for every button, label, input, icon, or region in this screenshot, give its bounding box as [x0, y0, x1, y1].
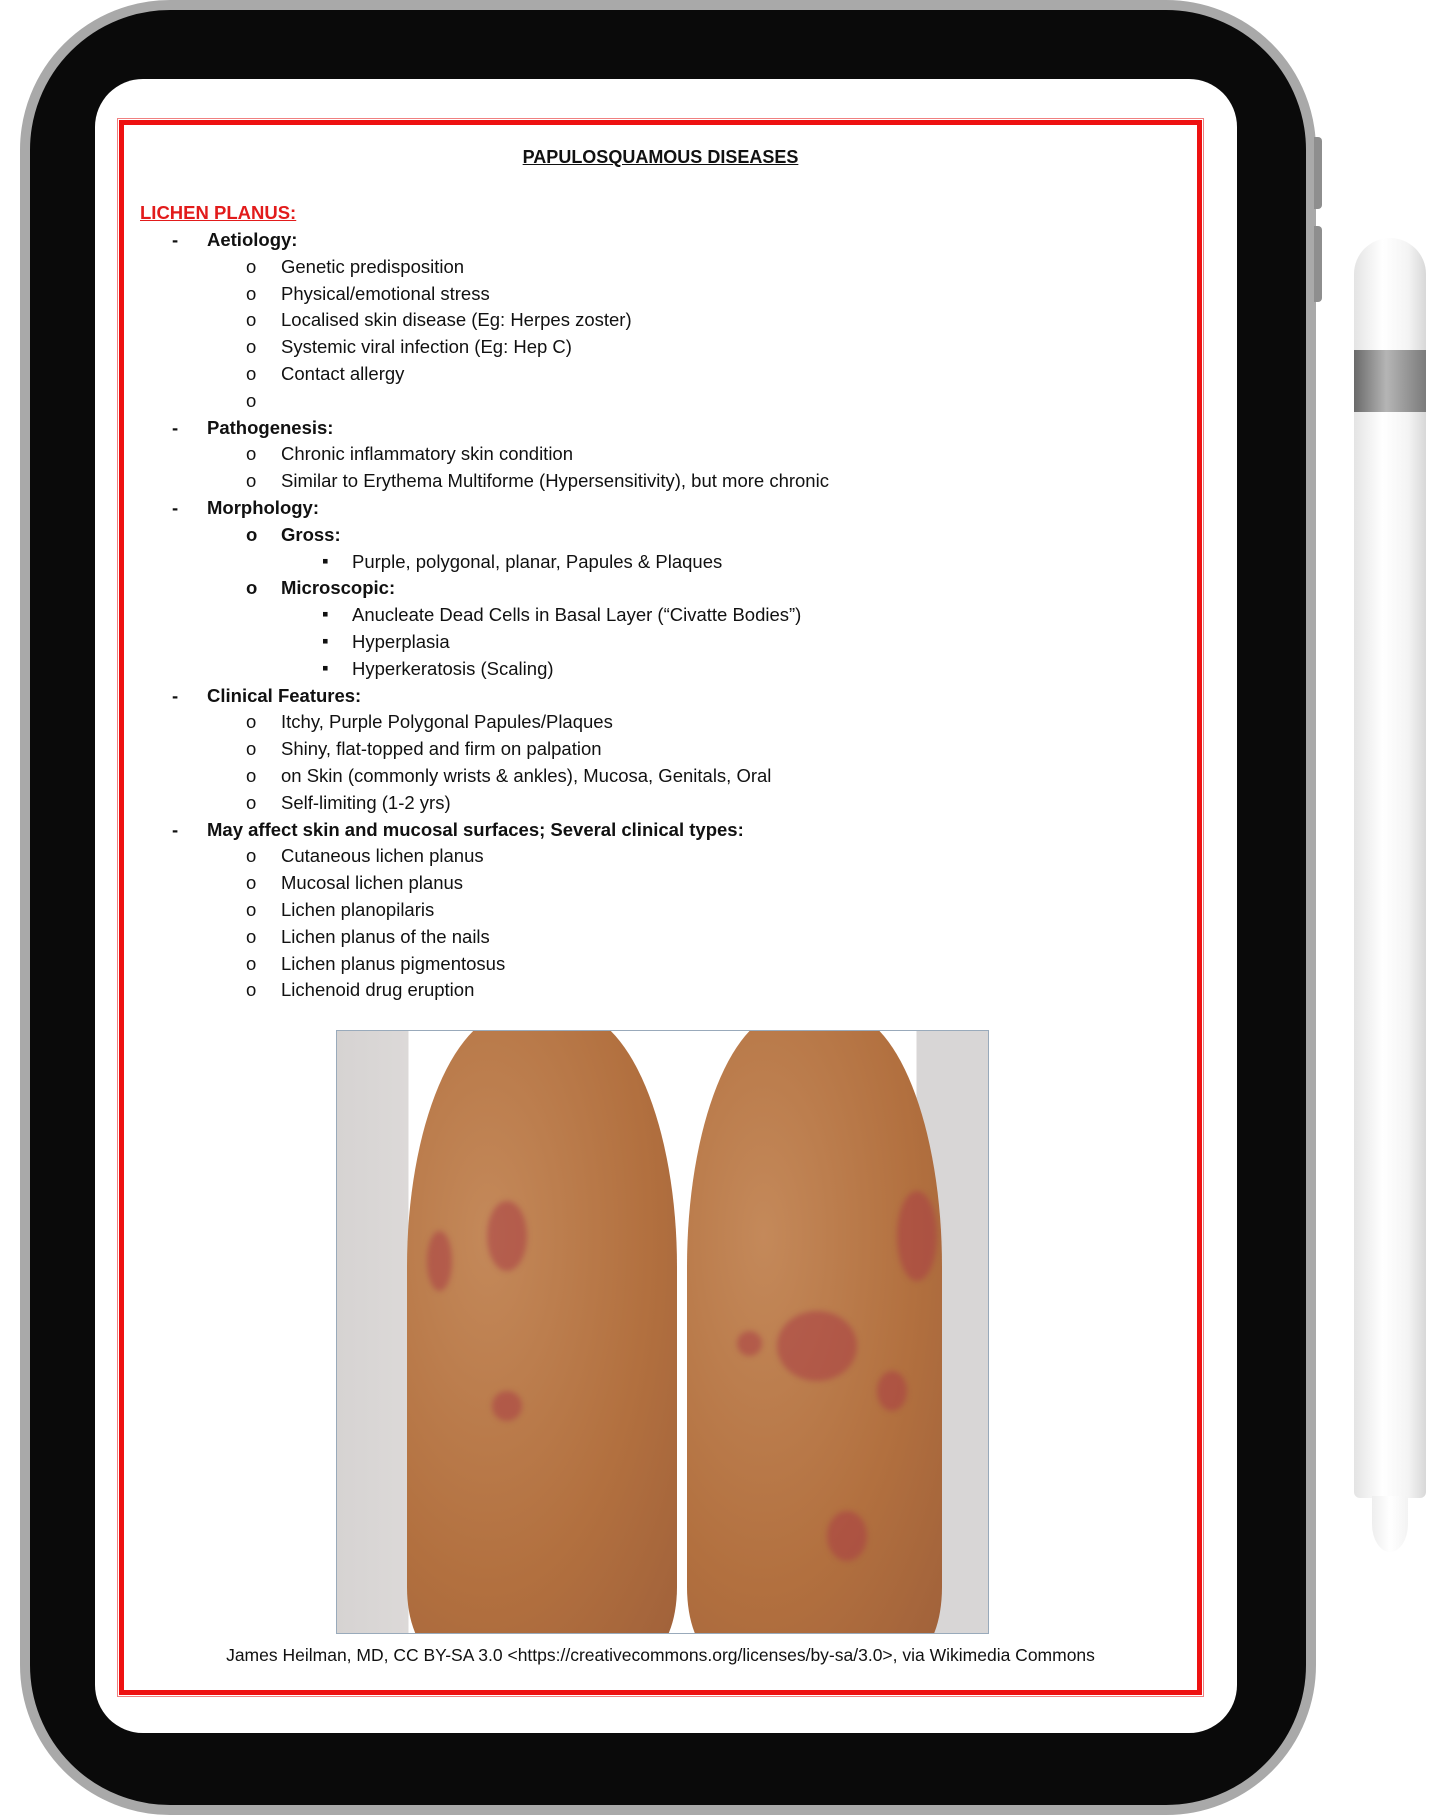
stylus-pencil — [1354, 238, 1426, 1498]
list-item: o Itchy, Purple Polygonal Papules/Plaques — [246, 711, 613, 733]
lichen-planus-legs-photo — [336, 1030, 989, 1634]
list-item: o Chronic inflammatory skin condition — [246, 443, 574, 465]
list-item-text: Lichen planus of the nails — [281, 925, 490, 947]
list-item: o Cutaneous lichen planus — [246, 845, 484, 867]
list-heading-text: Pathogenesis: — [207, 416, 334, 438]
sublist-heading-text: Gross: — [281, 523, 341, 545]
list-item: o Mucosal lichen planus — [246, 872, 464, 894]
list-item-text: Localised skin disease (Eg: Herpes zoster) — [281, 309, 632, 331]
list-item-text: Lichen planopilaris — [281, 899, 435, 920]
list-heading — [207, 417, 333, 439]
list-subitem-text: Purple, polygonal, planar, Papules & Plaques — [352, 550, 723, 572]
list-subitem-text: Anucleate Dead Cells in Basal Layer (“Civatte Bodies”) — [352, 604, 802, 626]
list-item: o Lichenoid drug eruption — [246, 979, 475, 1001]
list-subitem: ▪ Purple, polygonal, planar, Papules & Plaques — [322, 549, 723, 572]
list-item: o Contact allergy — [246, 363, 405, 384]
list-heading — [207, 229, 297, 251]
list-subitem: ▪ Hyperkeratosis (Scaling) — [322, 656, 554, 679]
volume-up-button — [1314, 137, 1322, 209]
list-item-text: Systemic viral infection (Eg: Hep C) — [281, 336, 572, 358]
list-item-text: Lichen planus pigmentosus — [281, 952, 506, 974]
list-subitem: ▪ Hyperplasia — [322, 630, 450, 652]
page-title: PAPULOSQUAMOUS DISEASES — [522, 147, 799, 167]
sublist-heading: o Gross: — [246, 523, 341, 545]
list-item-text: Shiny, flat-topped and firm on palpation — [281, 738, 602, 760]
list-item: o Similar to Erythema Multiforme (Hypersensitivity), but more chronic — [246, 470, 829, 492]
document-page: PAPULOSQUAMOUS DISEASES LICHEN PLANUS: James Heilman, MD, CC BY-SA 3.0 <https://creativecommons.org/licenses/by-sa/3.0>, via Wikimedia Commons - Aetiology: o Genetic predisposition o Physical/emotional stress o Localised skin disease (Eg: Herpes zoster) o Systemic viral infection (Eg: Hep C) o Contact allergy o - Pathogenesis: o Chronic inflammatory skin condition o Similar to Erythema Multiforme (Hypersensitivity), but more chronic - Morphology: o Gross: ▪ Purple, polygonal, planar, Papules & Plaques o Microscopic: ▪ Anucleate Dead Cells in Basal Layer (“Civatte Bodies”) ▪ Hyperplasia ▪ Hyperkeratosis (Scaling) - Clinical Features: o Itchy, Purple Polygonal Papules/Plaques o Shiny, flat-topped and firm on palpation o on Skin (commonly wrists & ankles), Mucosa, Genitals, Oral o Self-limiting (1-2 yrs) - May affect skin and mucosal surfaces; Several clinical types: o Cutaneous lichen planus o Mucosal lichen planus o Lichen planopilaris o Lichen planus of the nails o Lichen planus pigmentosus o Lichenoid drug eruption — [119, 120, 1202, 1695]
list-heading-text: Morphology: — [207, 497, 320, 518]
list-heading — [207, 497, 319, 519]
list-item-text: Similar to Erythema Multiforme (Hypersensitivity), but more chronic — [281, 470, 829, 492]
list-item-text: Contact allergy — [281, 363, 405, 384]
list-item-text: Cutaneous lichen planus — [281, 845, 484, 867]
section-heading: LICHEN PLANUS: — [140, 202, 297, 223]
list-heading — [207, 819, 744, 841]
list-heading-text: Aetiology: — [207, 229, 298, 250]
list-item: o Shiny, flat-topped and firm on palpation — [246, 738, 602, 760]
list-subitem-text: Hyperkeratosis (Scaling) — [352, 657, 554, 679]
list-item-text: Self-limiting (1-2 yrs) — [281, 791, 451, 813]
list-heading-text: Clinical Features: — [207, 684, 362, 706]
list-item: o Localised skin disease (Eg: Herpes zoster) — [246, 309, 632, 331]
list-subitem-text: Hyperplasia — [352, 631, 450, 652]
list-item: o Lichen planopilaris — [246, 899, 435, 920]
list-item: o Physical/emotional stress — [246, 282, 490, 304]
list-item: o on Skin (commonly wrists & ankles), Mucosa, Genitals, Oral — [246, 765, 772, 786]
stylus-tip — [1372, 1496, 1408, 1552]
list-subitem: ▪ Anucleate Dead Cells in Basal Layer (“Civatte Bodies”) — [322, 603, 802, 626]
list-item-text: Itchy, Purple Polygonal Papules/Plaques — [281, 711, 613, 733]
list-item: o Self-limiting (1-2 yrs) — [246, 791, 451, 813]
list-item-text: Physical/emotional stress — [281, 282, 490, 304]
list-item: o Lichen planus pigmentosus — [246, 952, 506, 974]
image-caption: James Heilman, MD, CC BY-SA 3.0 <https://creativecommons.org/licenses/by-sa/3.0>, via Wikimedia Commons — [226, 1645, 1095, 1665]
volume-down-button — [1314, 226, 1322, 302]
list-item-text: Chronic inflammatory skin condition — [281, 443, 574, 465]
list-heading — [207, 685, 361, 707]
list-item: o Lichen planus of the nails — [246, 925, 490, 947]
list-item: o Genetic predisposition — [246, 255, 465, 277]
list-item: o Systemic viral infection (Eg: Hep C) — [246, 336, 572, 358]
list-item-text: Lichenoid drug eruption — [281, 979, 475, 1001]
sublist-heading: o Microscopic: — [246, 577, 396, 599]
list-item-text: on Skin (commonly wrists & ankles), Mucosa, Genitals, Oral — [281, 765, 772, 786]
left-leg — [407, 1030, 677, 1634]
list-item-text: Genetic predisposition — [281, 255, 465, 277]
sublist-heading-text: Microscopic: — [281, 577, 396, 599]
list-heading-text: May affect skin and mucosal surfaces; Several clinical types: — [207, 818, 744, 840]
list-item-text: Mucosal lichen planus — [281, 872, 464, 894]
